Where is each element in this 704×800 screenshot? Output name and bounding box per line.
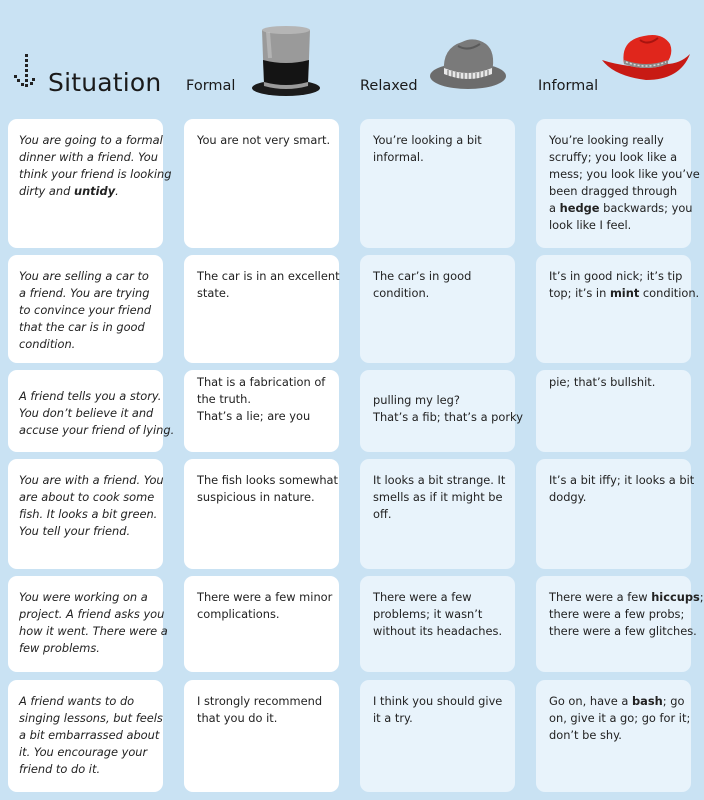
informal-column-heading: Informal xyxy=(538,78,599,94)
cell-line: informal. xyxy=(373,150,424,164)
text-run: backwards; you xyxy=(599,201,693,215)
informal-cell xyxy=(536,370,691,452)
cell-line: mess; you look like you’ve xyxy=(549,167,700,181)
cell-line: problems; it wasn’t xyxy=(373,607,483,621)
informal-cell xyxy=(536,680,691,792)
cell-line: You are with a friend. You xyxy=(19,473,164,487)
cell-line: That is a fabrication of xyxy=(197,375,326,389)
cell-line: I think you should give xyxy=(373,694,503,708)
cell-line: few problems. xyxy=(19,641,100,655)
relaxed-column-heading: Relaxed xyxy=(360,78,418,94)
situation-cell xyxy=(8,255,163,363)
formal-cell xyxy=(184,576,339,672)
cell-line: suspicious in nature. xyxy=(197,490,315,504)
formal-cell xyxy=(184,680,339,792)
cell-line: The car’s in good xyxy=(373,269,472,283)
table-header xyxy=(0,0,704,118)
cell-line: been dragged through xyxy=(549,184,678,198)
cell-line: project. A friend asks you xyxy=(19,607,165,621)
cell-line: without its headaches. xyxy=(373,624,503,638)
informal-cell xyxy=(536,255,700,363)
cell-line: There were a few minor xyxy=(197,590,333,604)
relaxed-cell xyxy=(360,459,515,569)
relaxed-cell xyxy=(360,119,515,248)
top-hat-icon xyxy=(250,24,322,98)
relaxed-cell xyxy=(360,370,523,452)
cell-line: You don’t believe it and xyxy=(19,406,154,420)
cell-line: smells as if it might be xyxy=(373,490,503,504)
cell-line: You’re looking a bit xyxy=(373,133,482,147)
cell-line: to convince your friend xyxy=(19,303,152,317)
formal-cell xyxy=(184,119,339,248)
cell-line xyxy=(549,693,685,710)
cell-line: A friend tells you a story. xyxy=(19,389,162,403)
cell-line: You are not very smart. xyxy=(197,133,331,147)
relaxed-cell xyxy=(360,255,515,363)
informal-cell xyxy=(536,576,704,672)
keyword-bold: mint xyxy=(609,286,640,300)
cell-line: complications. xyxy=(197,607,280,621)
cell-line: You were working on a xyxy=(19,590,148,604)
cell-line: think your friend is looking xyxy=(19,167,172,181)
cell-line: dinner with a friend. You xyxy=(19,150,158,164)
cell-line: It’s a bit iffy; it looks a bit xyxy=(549,473,695,487)
cell-line: that the car is in good xyxy=(19,320,145,334)
cell-line: The car is in an excellent xyxy=(197,269,340,283)
formal-cell xyxy=(184,370,339,452)
cell-line: off. xyxy=(373,507,392,521)
cell-line: singing lessons, but feels xyxy=(19,711,163,725)
text-run: Go on, have a xyxy=(549,694,633,708)
text-run: condition. xyxy=(639,286,700,300)
keyword-bold: bash xyxy=(632,694,663,708)
cell-line xyxy=(549,200,693,217)
situation-heading: Situation xyxy=(48,68,162,97)
cell-line: That’s a fib; that’s a porky xyxy=(373,410,523,424)
cell-line: pulling my leg? xyxy=(373,393,460,407)
relaxed-cell xyxy=(360,680,515,792)
situation-cell xyxy=(8,680,163,792)
formal-cell xyxy=(184,255,339,363)
text-run: ; go xyxy=(662,694,685,708)
text-run: . xyxy=(115,184,119,198)
formal-cell xyxy=(184,459,339,569)
cell-line: You tell your friend. xyxy=(19,524,131,538)
cell-line: You’re looking really xyxy=(549,133,664,147)
cell-line: state. xyxy=(197,286,230,300)
text-run: ; xyxy=(699,590,704,604)
cell-line: that you do it. xyxy=(197,711,278,725)
cell-line: condition. xyxy=(19,337,76,351)
keyword-bold: hiccups xyxy=(651,590,700,604)
cell-line xyxy=(549,285,700,302)
relaxed-cell xyxy=(360,576,515,672)
cell-line: pie; that’s bullshit. xyxy=(549,375,656,389)
cell-line: a friend. You are trying xyxy=(19,286,150,300)
cell-line: The fish looks somewhat xyxy=(197,473,338,487)
cell-line: are about to cook some xyxy=(19,490,155,504)
cell-line: it a try. xyxy=(373,711,413,725)
cell-line: it. You encourage your xyxy=(19,745,148,759)
cell-line: accuse your friend of lying. xyxy=(19,423,175,437)
situation-cell xyxy=(8,119,172,248)
fedora-hat-icon xyxy=(428,32,508,94)
cell-line xyxy=(549,589,704,606)
cell-line: there were a few probs; xyxy=(549,607,685,621)
dotted-arrow-down-icon xyxy=(10,52,40,92)
informal-cell xyxy=(536,119,700,248)
cell-line: how it went. There were a xyxy=(19,624,168,638)
cell-line: there were a few glitches. xyxy=(549,624,697,638)
cell-line: I strongly recommend xyxy=(197,694,323,708)
text-run: top; it’s in xyxy=(549,286,610,300)
cell-line: A friend wants to do xyxy=(19,694,135,708)
informal-cell xyxy=(536,459,695,569)
cell-line: the truth. xyxy=(197,392,251,406)
formal-column-heading: Formal xyxy=(186,78,236,94)
cell-line: dodgy. xyxy=(549,490,587,504)
cell-line xyxy=(19,183,151,200)
situation-cell xyxy=(8,459,163,569)
text-run: a xyxy=(549,201,560,215)
keyword-bold: untidy xyxy=(73,184,116,198)
situation-cell xyxy=(8,370,175,452)
text-run: dirty and xyxy=(19,184,74,198)
cell-line: It’s in good nick; it’s tip xyxy=(549,269,683,283)
cowboy-hat-icon xyxy=(600,30,692,88)
cell-line: You are selling a car to xyxy=(19,269,149,283)
text-run: There were a few xyxy=(549,590,652,604)
cell-line: You are going to a formal xyxy=(19,133,163,147)
cell-line: It looks a bit strange. It xyxy=(373,473,506,487)
cell-line: a bit embarrassed about xyxy=(19,728,160,742)
keyword-bold: hedge xyxy=(559,201,600,215)
cell-line: That’s a lie; are you xyxy=(197,409,311,423)
cell-line: scruffy; you look like a xyxy=(549,150,678,164)
situation-cell xyxy=(8,576,168,672)
cell-line: fish. It looks a bit green. xyxy=(19,507,158,521)
cell-line: There were a few xyxy=(373,590,472,604)
cell-line: don’t be shy. xyxy=(549,728,622,742)
cell-line: friend to do it. xyxy=(19,762,101,776)
cell-line: look like I feel. xyxy=(549,218,632,232)
cell-line: on, give it a go; go for it; xyxy=(549,711,691,725)
cell-line: condition. xyxy=(373,286,430,300)
